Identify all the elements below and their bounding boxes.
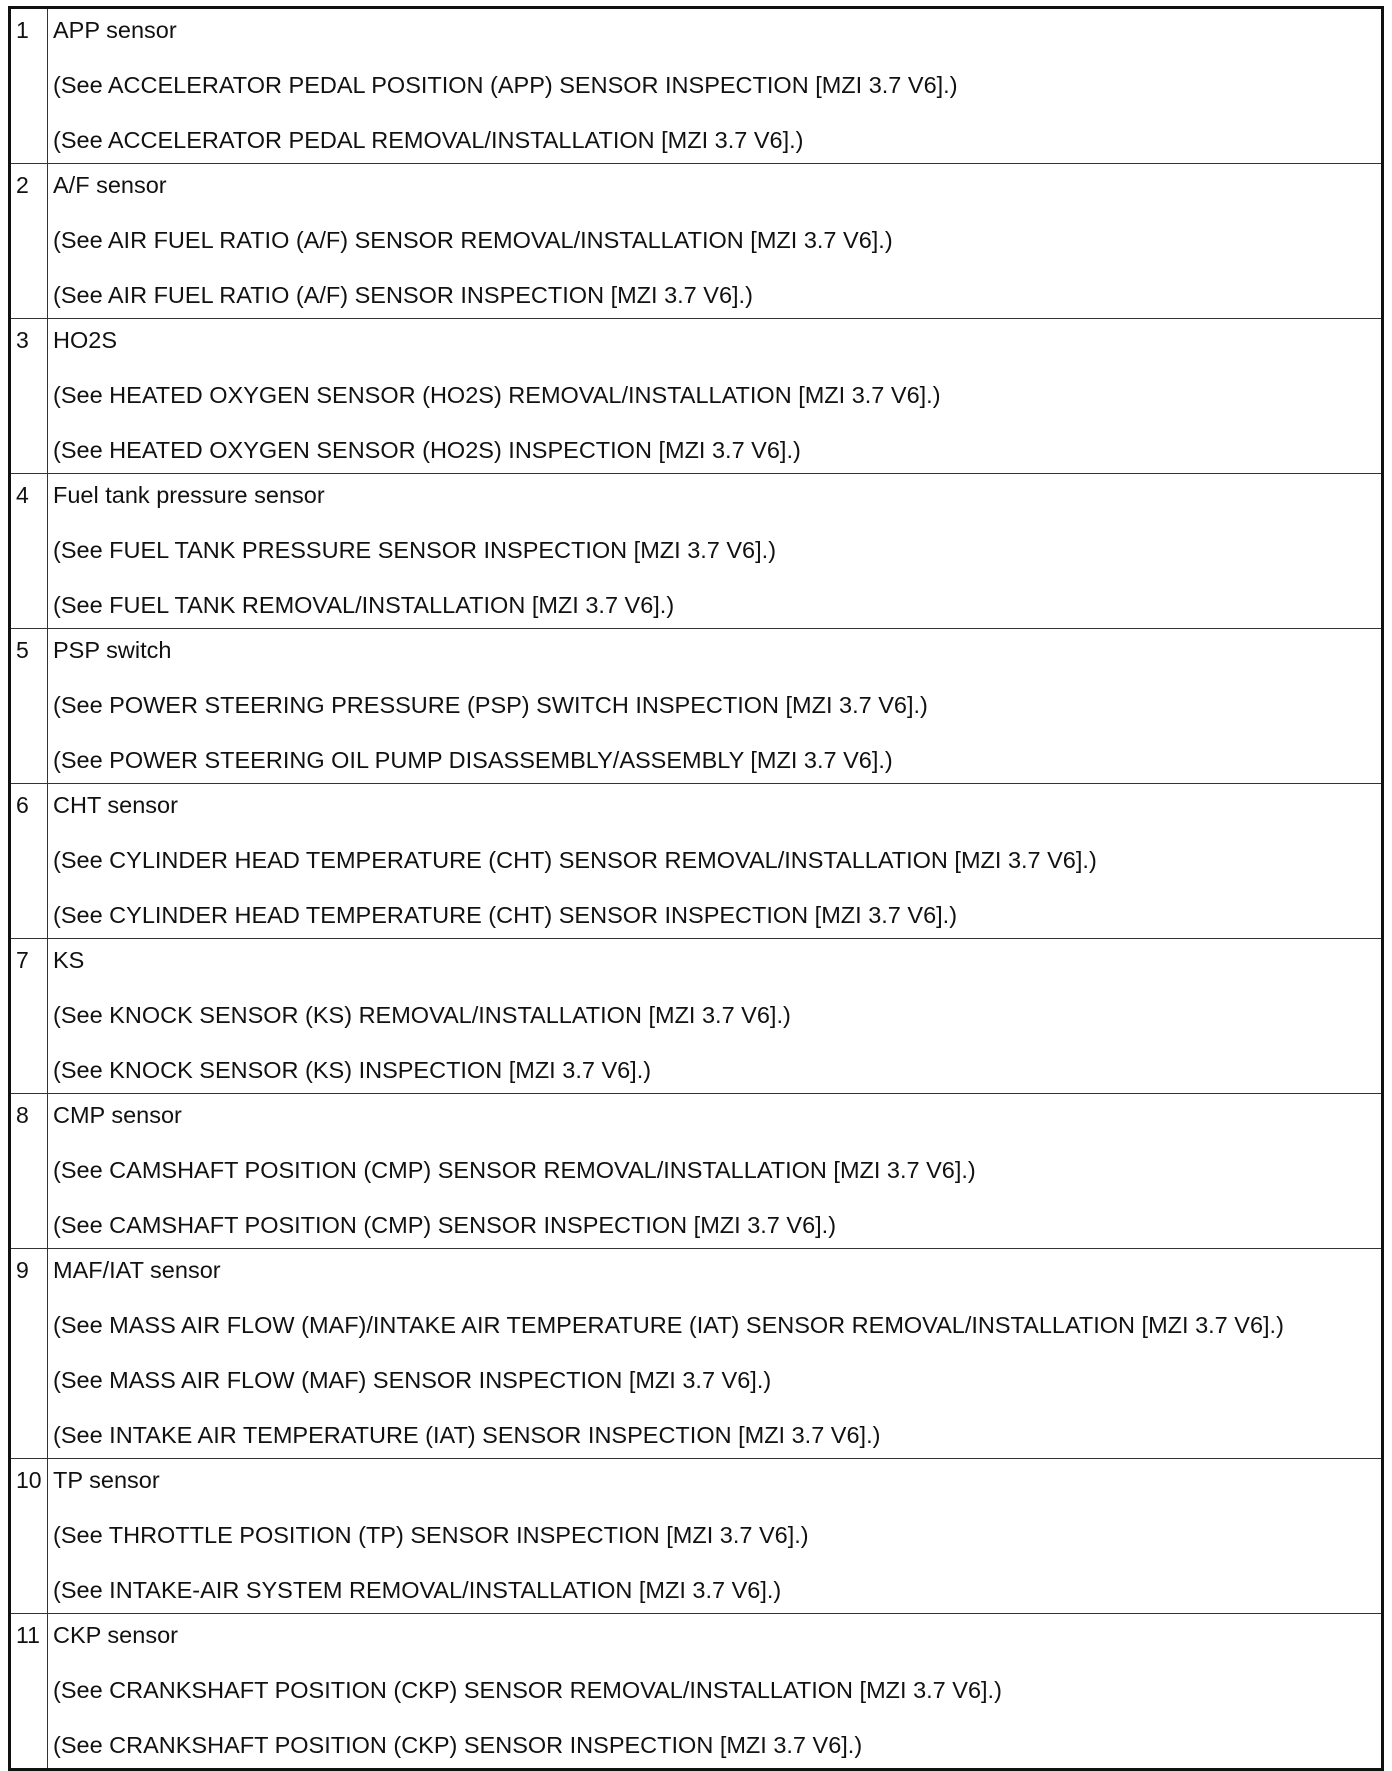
table-row: [10, 319, 1383, 474]
component-title: MAF/IAT sensor: [53, 1257, 221, 1283]
row-number: 3: [10, 319, 48, 474]
row-content: [48, 784, 1383, 939]
row-number: 7: [10, 939, 48, 1094]
table-row: [10, 784, 1383, 939]
table-body: [10, 8, 1383, 1770]
row-content: [48, 1094, 1383, 1249]
table-row: [10, 474, 1383, 629]
reference-link[interactable]: (See HEATED OXYGEN SENSOR (HO2S) REMOVAL/INSTALLATION [MZI 3.7 V6].): [53, 382, 941, 408]
reference-link[interactable]: (See CAMSHAFT POSITION (CMP) SENSOR INSPECTION [MZI 3.7 V6].): [53, 1212, 837, 1238]
row-content: [48, 1459, 1383, 1614]
reference-link[interactable]: (See THROTTLE POSITION (TP) SENSOR INSPECTION [MZI 3.7 V6].): [53, 1522, 809, 1548]
reference-link[interactable]: (See MASS AIR FLOW (MAF) SENSOR INSPECTION [MZI 3.7 V6].): [53, 1367, 772, 1393]
row-content: [48, 939, 1383, 1094]
table-row: [10, 8, 1383, 164]
table-row: [10, 1459, 1383, 1614]
row-content: [48, 1249, 1383, 1459]
row-content: [48, 319, 1383, 474]
component-title: APP sensor: [53, 17, 177, 43]
reference-link[interactable]: (See CYLINDER HEAD TEMPERATURE (CHT) SENSOR INSPECTION [MZI 3.7 V6].): [53, 902, 958, 928]
reference-link[interactable]: (See POWER STEERING PRESSURE (PSP) SWITCH INSPECTION [MZI 3.7 V6].): [53, 692, 928, 718]
row-number: 10: [10, 1459, 48, 1614]
row-number: 1: [10, 8, 48, 164]
component-title: PSP switch: [53, 637, 172, 663]
table-row: [10, 1094, 1383, 1249]
table-row: [10, 629, 1383, 784]
component-title: CKP sensor: [53, 1622, 178, 1648]
reference-link[interactable]: (See CAMSHAFT POSITION (CMP) SENSOR REMOVAL/INSTALLATION [MZI 3.7 V6].): [53, 1157, 976, 1183]
reference-link[interactable]: (See ACCELERATOR PEDAL REMOVAL/INSTALLATION [MZI 3.7 V6].): [53, 127, 804, 153]
reference-link[interactable]: (See KNOCK SENSOR (KS) INSPECTION [MZI 3.7 V6].): [53, 1057, 652, 1083]
table-row: [10, 1614, 1383, 1770]
reference-link[interactable]: (See MASS AIR FLOW (MAF)/INTAKE AIR TEMPERATURE (IAT) SENSOR REMOVAL/INSTALLATION [MZI 3.7 V6].): [53, 1312, 1284, 1338]
component-title: HO2S: [53, 327, 117, 353]
component-title: CMP sensor: [53, 1102, 182, 1128]
reference-link[interactable]: (See AIR FUEL RATIO (A/F) SENSOR INSPECTION [MZI 3.7 V6].): [53, 282, 753, 308]
reference-link[interactable]: (See CYLINDER HEAD TEMPERATURE (CHT) SENSOR REMOVAL/INSTALLATION [MZI 3.7 V6].): [53, 847, 1097, 873]
row-number: 11: [10, 1614, 48, 1770]
reference-link[interactable]: (See AIR FUEL RATIO (A/F) SENSOR REMOVAL/INSTALLATION [MZI 3.7 V6].): [53, 227, 893, 253]
reference-link[interactable]: (See INTAKE-AIR SYSTEM REMOVAL/INSTALLATION [MZI 3.7 V6].): [53, 1577, 782, 1603]
component-title: A/F sensor: [53, 172, 167, 198]
reference-link[interactable]: (See FUEL TANK PRESSURE SENSOR INSPECTION [MZI 3.7 V6].): [53, 537, 777, 563]
reference-link[interactable]: (See INTAKE AIR TEMPERATURE (IAT) SENSOR INSPECTION [MZI 3.7 V6].): [53, 1422, 881, 1448]
row-content: [48, 1614, 1383, 1770]
reference-link[interactable]: (See ACCELERATOR PEDAL POSITION (APP) SENSOR INSPECTION [MZI 3.7 V6].): [53, 72, 958, 98]
row-number: 8: [10, 1094, 48, 1249]
table-row: [10, 939, 1383, 1094]
component-title: Fuel tank pressure sensor: [53, 482, 325, 508]
reference-link[interactable]: (See KNOCK SENSOR (KS) REMOVAL/INSTALLATION [MZI 3.7 V6].): [53, 1002, 791, 1028]
row-number: 6: [10, 784, 48, 939]
component-title: KS: [53, 947, 85, 973]
table-row: [10, 164, 1383, 319]
table-row: [10, 1249, 1383, 1459]
component-title: TP sensor: [53, 1467, 160, 1493]
reference-link[interactable]: (See FUEL TANK REMOVAL/INSTALLATION [MZI 3.7 V6].): [53, 592, 675, 618]
row-number: 5: [10, 629, 48, 784]
row-content: [48, 474, 1383, 629]
reference-link[interactable]: (See CRANKSHAFT POSITION (CKP) SENSOR REMOVAL/INSTALLATION [MZI 3.7 V6].): [53, 1677, 1002, 1703]
row-number: 4: [10, 474, 48, 629]
row-number: 2: [10, 164, 48, 319]
component-title: CHT sensor: [53, 792, 178, 818]
reference-link[interactable]: (See CRANKSHAFT POSITION (CKP) SENSOR INSPECTION [MZI 3.7 V6].): [53, 1732, 863, 1758]
row-content: [48, 629, 1383, 784]
component-table: [8, 6, 1384, 1771]
row-content: [48, 8, 1383, 164]
reference-link[interactable]: (See HEATED OXYGEN SENSOR (HO2S) INSPECTION [MZI 3.7 V6].): [53, 437, 801, 463]
row-number: 9: [10, 1249, 48, 1459]
row-content: [48, 164, 1383, 319]
reference-link[interactable]: (See POWER STEERING OIL PUMP DISASSEMBLY/ASSEMBLY [MZI 3.7 V6].): [53, 747, 893, 773]
